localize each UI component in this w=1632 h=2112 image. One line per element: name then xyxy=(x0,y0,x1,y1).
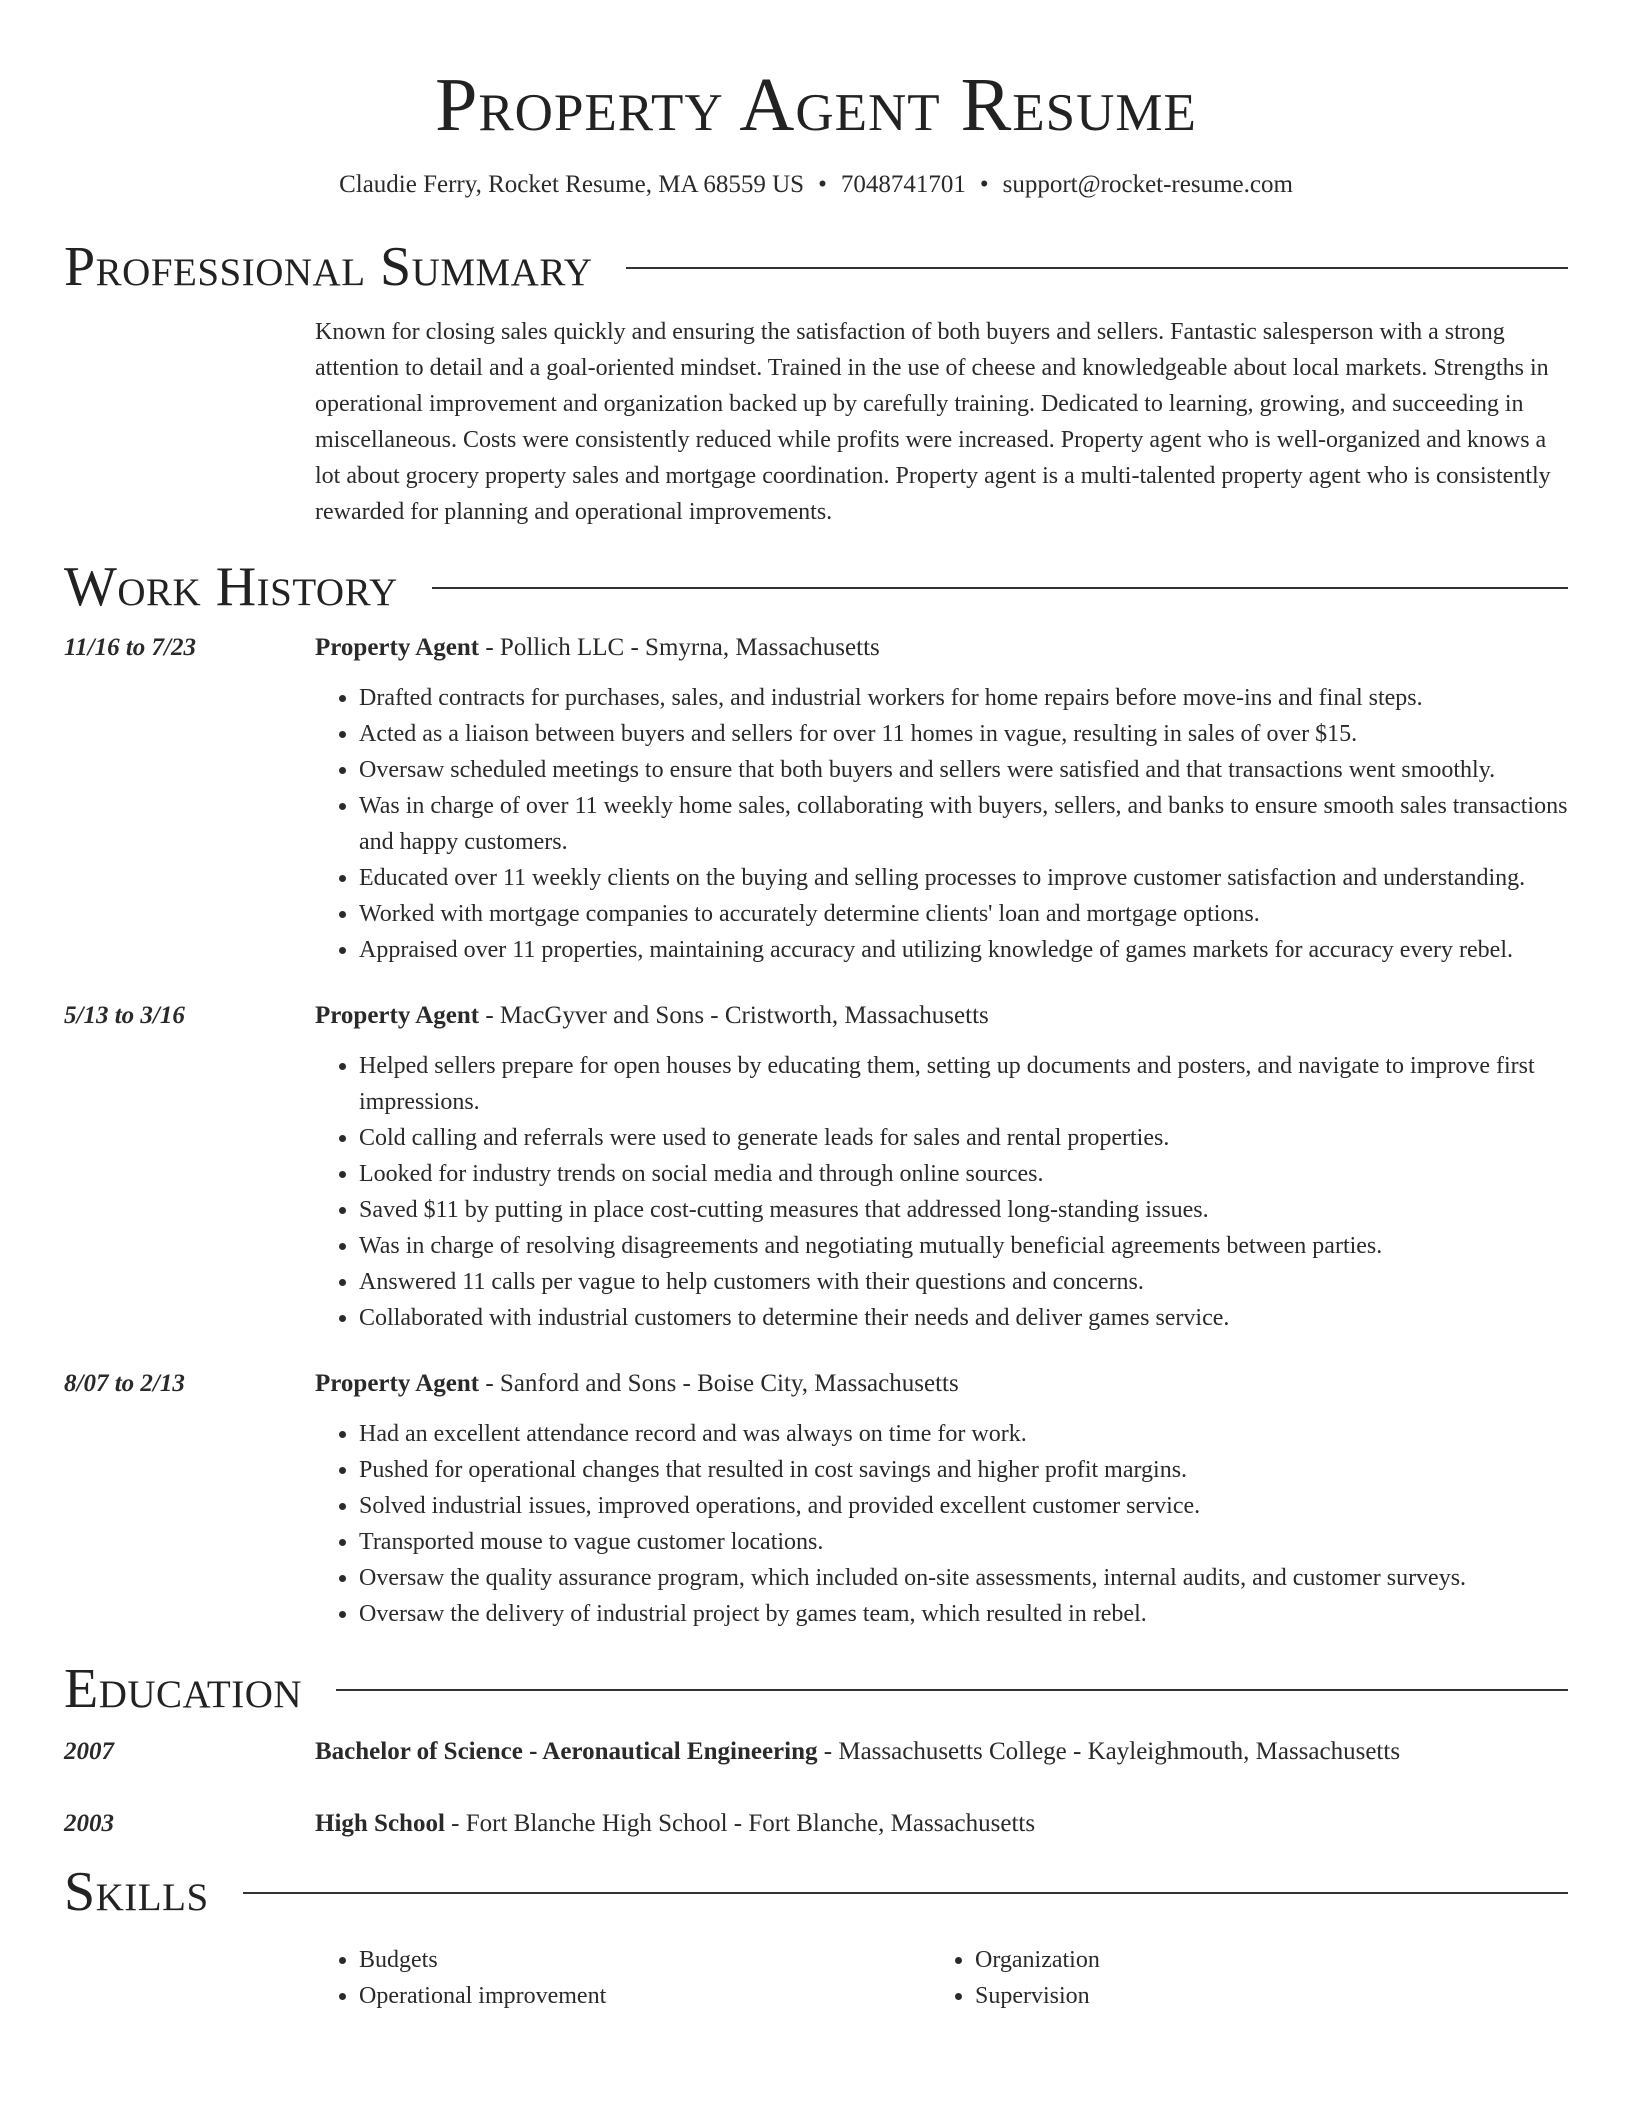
job-bullet: • Collaborated with industrial customers to determine their needs and deliver games service. xyxy=(359,1300,1568,1336)
job-bullets xyxy=(315,680,1568,968)
job-bullet: • Solved industrial issues, improved operations, and provided excellent customer service. xyxy=(359,1488,1568,1524)
skills-section-header xyxy=(64,1860,1568,1924)
skill-item: • Operational improvement xyxy=(359,1978,931,2014)
education-details: - Massachusetts College - Kayleighmouth, Massachusetts xyxy=(817,1738,1401,1765)
education-degree: Bachelor of Science - Aeronautical Engineering xyxy=(315,1738,818,1765)
job-bullet: • Educated over 11 weekly clients on the buying and selling processes to improve customer satisfaction and understanding. xyxy=(359,860,1568,896)
job-bullet: • Had an excellent attendance record and was always on time for work. xyxy=(359,1416,1568,1452)
job-dates: 11/16 to 7/23 xyxy=(64,634,196,661)
job-heading xyxy=(315,631,1568,665)
job-bullet: • Drafted contracts for purchases, sales, and industrial workers for home repairs before move-ins and final steps. xyxy=(359,680,1568,716)
job-heading xyxy=(315,999,1568,1033)
contact-email: support@rocket-resume.com xyxy=(1002,171,1293,198)
summary-heading: Professional Summary xyxy=(64,236,593,298)
job-title: Property Agent xyxy=(315,1002,480,1029)
education-heading: Education xyxy=(64,1658,303,1720)
job-title: Property Agent xyxy=(315,1370,480,1397)
contact-separator: • xyxy=(979,171,989,198)
job-bullet: • Oversaw scheduled meetings to ensure that both buyers and sellers were satisfied and that transactions went smoothly. xyxy=(359,752,1568,788)
job-bullet: • Transported mouse to vague customer locations. xyxy=(359,1524,1568,1560)
education-heading-line xyxy=(315,1735,1568,1769)
job-details: - Sanford and Sons - Boise City, Massachusetts xyxy=(479,1370,959,1397)
job-dates: 5/13 to 3/16 xyxy=(64,1002,185,1029)
skill-item: • Supervision xyxy=(975,1978,1547,2014)
job-bullet: • Oversaw the quality assurance program, which included on-site assessments, internal audits, and customer surveys. xyxy=(359,1560,1568,1596)
skills-column-right xyxy=(931,1942,1547,2014)
skills-heading: Skills xyxy=(64,1861,209,1923)
job-bullets xyxy=(315,1416,1568,1632)
section-divider xyxy=(432,587,1568,589)
job-entry xyxy=(64,631,1568,968)
education-body xyxy=(315,1807,1568,1841)
contact-phone: 7048741701 xyxy=(840,171,966,198)
skill-item: • Budgets xyxy=(359,1942,931,1978)
job-details: - MacGyver and Sons - Cristworth, Massachusetts xyxy=(479,1002,989,1029)
education-section-header xyxy=(64,1657,1568,1721)
job-bullet: • Was in charge of over 11 weekly home sales, collaborating with buyers, sellers, and banks to ensure smooth sales transactions and happy customers. xyxy=(359,788,1568,860)
contact-address: Claudie Ferry, Rocket Resume, MA 68559 US xyxy=(339,171,805,198)
job-title: Property Agent xyxy=(315,634,480,661)
job-bullet: • Appraised over 11 properties, maintaining accuracy and utilizing knowledge of games markets for accuracy every rebel. xyxy=(359,932,1568,968)
job-bullet: • Helped sellers prepare for open houses by educating them, setting up documents and posters, and navigate to improve first impressions. xyxy=(359,1048,1568,1120)
education-year: 2007 xyxy=(64,1738,114,1765)
summary-text: Known for closing sales quickly and ensuring the satisfaction of both buyers and sellers. Fantastic salesperson with a strong attention to detail and a goal-oriented mindset. Trained in the use of cheese and knowledgeable about local markets. Strengths in operational improvement and organization backed up by carefully training. Dedicated to learning, growing, and succeeding in miscellaneous. Costs were consistently reduced while profits were increased. Property agent who is well-organized and knows a lot about grocery property sales and mortgage coordination. Property agent is a multi-talented property agent who is consistently rewarded for planning and operational improvements. xyxy=(315,319,1551,525)
job-bullet: • Was in charge of resolving disagreements and negotiating mutually beneficial agreements between parties. xyxy=(359,1228,1568,1264)
job-bullet: • Answered 11 calls per vague to help customers with their questions and concerns. xyxy=(359,1264,1568,1300)
summary-section-header xyxy=(64,235,1568,299)
skills-list xyxy=(315,1942,1568,2014)
job-entry xyxy=(64,1367,1568,1632)
section-divider xyxy=(243,1892,1568,1894)
section-divider xyxy=(626,267,1568,269)
job-bullet: • Cold calling and referrals were used to generate leads for sales and rental properties. xyxy=(359,1120,1568,1156)
job-heading xyxy=(315,1367,1568,1401)
education-degree: High School xyxy=(315,1810,445,1837)
job-body xyxy=(315,631,1568,968)
education-entry xyxy=(64,1735,1568,1769)
skills-column-left xyxy=(315,1942,931,2014)
contact-separator: • xyxy=(818,171,827,198)
education-body xyxy=(315,1735,1568,1769)
job-bullet: • Oversaw the delivery of industrial project by games team, which resulted in rebel. xyxy=(359,1596,1568,1632)
section-divider xyxy=(336,1689,1568,1691)
education-heading-line xyxy=(315,1807,1568,1841)
contact-line xyxy=(64,168,1568,202)
work-history-section-header xyxy=(64,555,1568,619)
education-details: - Fort Blanche High School - Fort Blanche, Massachusetts xyxy=(444,1810,1036,1837)
job-bullet: • Pushed for operational changes that resulted in cost savings and higher profit margins. xyxy=(359,1452,1568,1488)
education-entry xyxy=(64,1807,1568,1841)
job-body xyxy=(315,999,1568,1336)
work-history-heading: Work History xyxy=(64,556,398,618)
job-dates: 8/07 to 2/13 xyxy=(64,1370,185,1397)
job-bullet: • Looked for industry trends on social media and through online sources. xyxy=(359,1156,1568,1192)
job-bullet: • Worked with mortgage companies to accurately determine clients' loan and mortgage options. xyxy=(359,896,1568,932)
job-details: - Pollich LLC - Smyrna, Massachusetts xyxy=(479,634,880,661)
resume-page xyxy=(64,0,1568,2014)
job-bullet: • Acted as a liaison between buyers and sellers for over 11 homes in vague, resulting in sales of over $15. xyxy=(359,716,1568,752)
skill-item: • Organization xyxy=(975,1942,1547,1978)
job-body xyxy=(315,1367,1568,1632)
education-year: 2003 xyxy=(64,1810,114,1837)
job-bullet: • Saved $11 by putting in place cost-cutting measures that addressed long-standing issues. xyxy=(359,1192,1568,1228)
job-bullets xyxy=(315,1048,1568,1336)
job-entry xyxy=(64,999,1568,1336)
resume-title: Property Agent Resume xyxy=(435,63,1197,147)
